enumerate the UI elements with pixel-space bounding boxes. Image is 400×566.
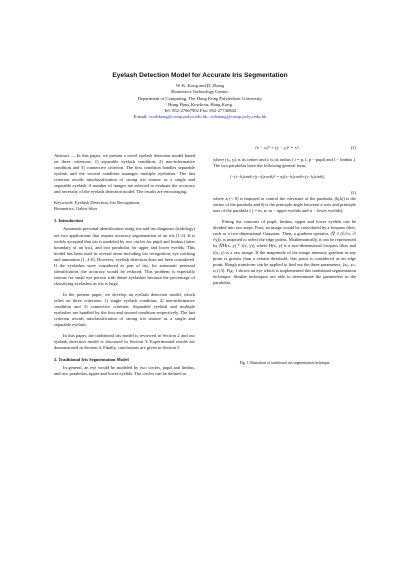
section2-paragraph-1: In general, an eye would be modeled by two circles, pupil and limbus, and two parabolas, upper and lower eyelids. The circles can be defined as xyxy=(54,365,195,377)
email-link-2[interactable]: csdzhang@comp.polyu.edu.hk xyxy=(209,114,267,120)
equation-1-explanation: where (xᵢ, yᵢ) is its center and rᵢ is its radius ( i = p, l; p − pupil and l − limbus ). The two parabolas have the following general form, xyxy=(213,157,356,169)
fitting-paragraph: Fitting the contours of pupil, limbus, upper and lower eyelids can be divided into two steps. First, an image would be convoluted by a lowpass filter, such as a two-dimensional Gaussian. Then, a gradient operator, (∇ ≡ (∂/∂x, ∂/∂y)), is imposed to select the edge points. Mathematically, it can be represented by |∇H(x, y) * f(x, y)|, where H(x, y) is a two-dimensional lowpass filter and f(x, y) is a raw image. If the magnitude of the image intensity gradient in any point is greater than a certain threshold, this point is considered as an edge point. Hough transform can be applied to find out the three parameters, (xₚ, yₚ, rₚ) [3]. Fig. 1 shows an eye which is implemented this traditional segmentation technique. Similar techniques are able to determinate the parameters in the parabolas. xyxy=(213,219,357,285)
equation-2-explanation: where aⱼ (< 0) is imposed to control the curvature of the parabola, (hⱼ,kⱼ) is the vertex of the parabola and θⱼ is the principle angle between x-axis and principle axis of the parabola ( j = m, n; m − upper eyelids and n − lower eyelids). xyxy=(213,196,356,214)
right-column xyxy=(213,143,356,366)
intro-paragraph-2: In the present paper, we develop an eyelash detection model, which relies on three criterions: 1) single eyelash condition, 2) non-informative condition and 3) connective criterion. Separable eyelash and multiple eyelashes are handled by the first and second condition respectively. The last criterion avoids misclassification of strong iris texture as a single and separable eyelash. xyxy=(54,291,195,328)
equation-1-expression: (x − xᵢ)² + (y − yᵢ)² = rᵢ², xyxy=(255,145,300,150)
equation-2-number: (2) xyxy=(350,190,356,196)
section-heading-introduction: 1. Introduction xyxy=(54,218,83,224)
equation-2-expression: (−(x−hⱼ)sinθⱼ+(y−kⱼ)cosθⱼ)² = aⱼ((x−hⱼ)cosθⱼ+(y−kⱼ)sinθⱼ), xyxy=(230,174,325,180)
affiliation-line-1: Biometrics Technology Centre, xyxy=(171,89,229,95)
keywords-line-1: Keywords: Eyelash Detection, Iris Recognition, xyxy=(54,200,141,206)
intro-paragraph-3: In this paper, the traditional iris model is reviewed in Section 2 and our eyelash detection model is discussed in Section 3. Experimental results are demonstrated in Section 4. Finally, conclusions are given in Section 5. xyxy=(54,333,195,351)
email-prefix: E-mail: xyxy=(133,114,149,120)
email-separator: , xyxy=(207,114,210,120)
email-link-1[interactable]: csorkkong@comp.polyu.edu.hk xyxy=(148,114,208,120)
keywords-line-2: Biometrics, Gabor filter xyxy=(54,206,98,212)
figure-1-placeholder xyxy=(213,292,356,358)
author-block xyxy=(0,83,400,121)
equation-1-number: (1) xyxy=(350,145,356,150)
authors: W. K. Kong and D. Zhang xyxy=(175,83,225,88)
section-heading-traditional-model: 2. Traditional Iris Segmentation Model xyxy=(54,357,129,363)
equation-1 xyxy=(213,145,356,155)
figure-1-caption: Fig. 1 Illustration of traditional iris segmentation technique xyxy=(239,360,330,365)
contact-email xyxy=(0,114,400,120)
equation-2 xyxy=(213,174,356,188)
affiliation-line-3: Hung Hom, Kowloon, Hong Kong xyxy=(168,101,232,107)
intro-paragraph-1: Automatic personal identification using iris and iris diagnosis (iridology) are two applications that require accuracy segmentation of an iris [1-2]. It is widely accepted that iris is modeled by two circles for pupil and limbus (outer boundary of an iris), and two parabolas for upper and lower eyelids. This model has been used in several areas including iris recognition, eye tracking and animation [1, 4-6]. However, eyelash detection does not been considered. If the eyelashes were considered as part of iris, for automatic personal identification, the accuracy would be reduced. This problem is especially serious for small eye person with dense eyelashes because the percentage of classifying eyelashes as iris is large. xyxy=(54,226,195,286)
contact-phone: Tel: 852-27667902 Fax: 852-27740842 xyxy=(163,108,237,114)
affiliation-line-2: Department of Computing, The Hong Kong Polytechnic University, xyxy=(137,95,263,101)
paper-title: Eyelash Detection Model for Accurate Iris Segmentation xyxy=(112,72,288,79)
keywords xyxy=(54,200,195,212)
abstract: Abstract — In this paper, we present a novel eyelash detection model based on three criterions: 1) separable eyelash condition, 2) non-informative condition and 3) connective criterion. The first condition handles separable eyelash and the second condition manages multiple eyelashes. The last criterion avoids misclassification of strong iris texture as a single and separable eyelash. A number of images are selected to evaluate the accuracy and necessity of the eyelash detection model. The results are encouraging. xyxy=(54,153,195,195)
left-column xyxy=(54,153,195,383)
